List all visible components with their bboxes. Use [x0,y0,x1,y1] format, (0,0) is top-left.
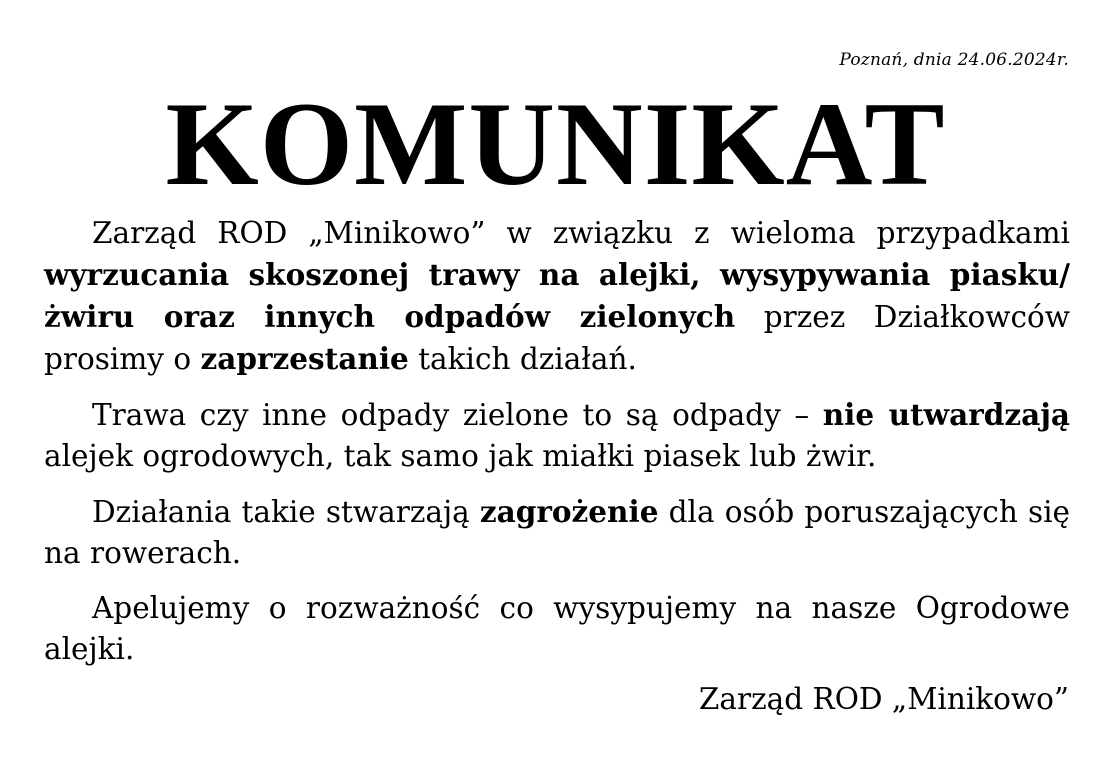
paragraph-1-text-3: takich działań. [408,342,637,376]
paragraph-2-text-2: alejek ogrodowych, tak samo jak miałki piasek lub żwir. [44,439,877,473]
paragraph-3-text-2: dla osób poruszających się na rowerach. [44,495,1071,570]
paragraph-2 [44,394,1070,477]
paragraph-2-text-1: Trawa czy inne odpady zielone to są odpady – [92,398,823,432]
paragraph-3-bold-1: zagrożenie [479,494,659,529]
paragraph-4-text-1: Apelujemy o rozważność co wysypujemy na nasze Ogrodowe alejki. [44,591,1070,666]
notice-body [44,213,1070,684]
paragraph-1 [44,213,1070,380]
page-title: KOMUNIKAT [165,77,946,210]
paragraph-3 [44,491,1070,574]
date-line: Poznań, dnia 24.06.2024r. [839,50,1069,70]
paragraph-3-text-1: Działania takie stwarzają [92,495,480,529]
paragraph-1-bold-1: wyrzucania skoszonej trawy na alejki, wysypywania piasku/żwiru oraz innych odpadów zielonych [44,257,1070,334]
paragraph-1-text-1: Zarząd ROD „Minikowo” w związku z wieloma przypadkami [92,216,1070,250]
paragraph-4 [44,588,1070,670]
paragraph-2-bold-1: nie utwardzają [822,397,1071,432]
paragraph-1-bold-2: zaprzestanie [200,341,409,376]
paragraph-1-text-2: przez Działkowców prosimy o [44,300,1070,376]
signature: Zarząd ROD „Minikowo” [698,682,1069,716]
